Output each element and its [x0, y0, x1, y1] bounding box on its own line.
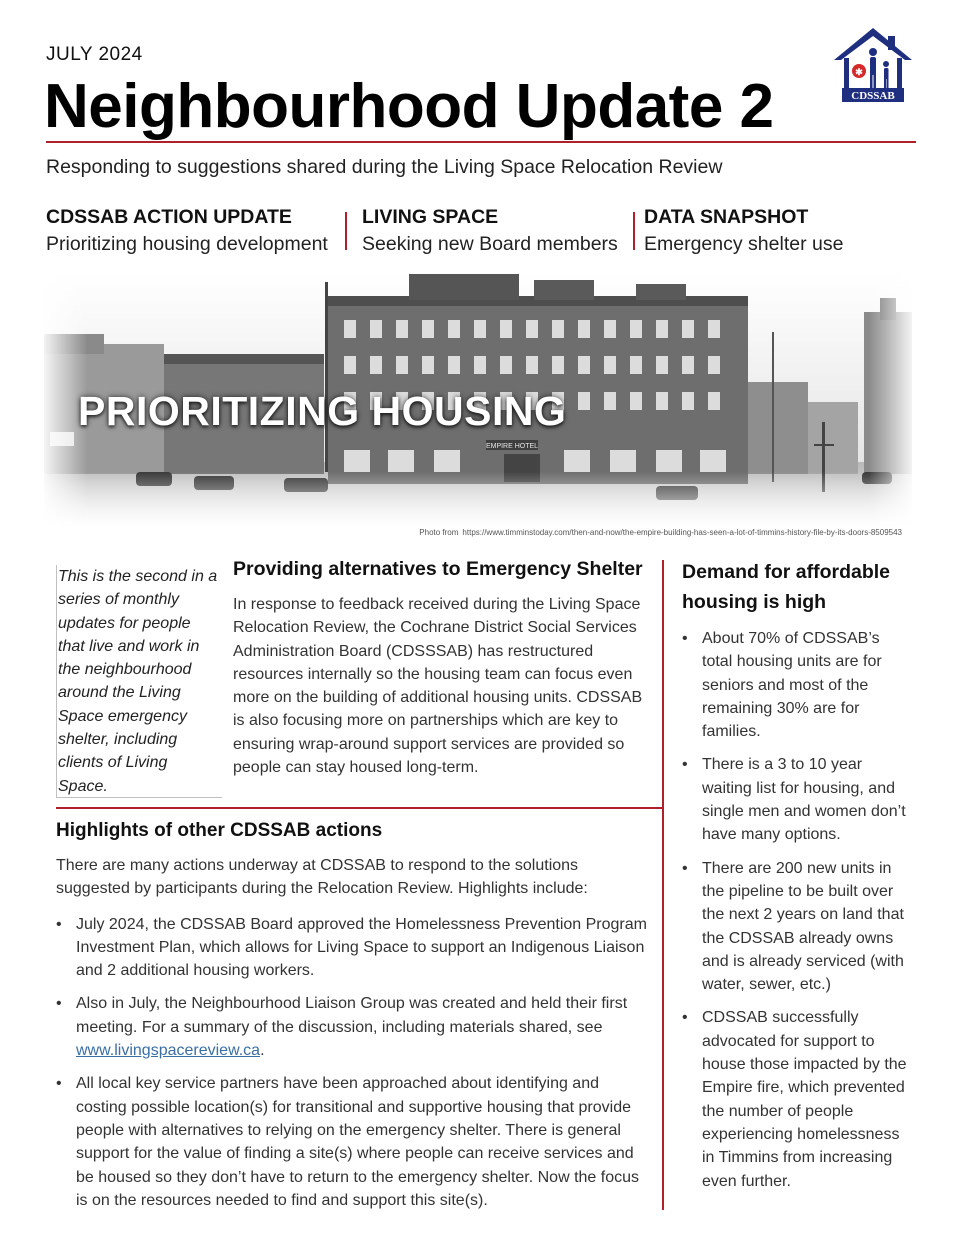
teaser-kicker: CDSSAB ACTION UPDATE [46, 206, 292, 228]
list-item: • There is a 3 to 10 year waiting list for housing, and single men and women don’t have many options. [682, 753, 914, 846]
photo-credit-url[interactable]: https://www.timminstoday.com/then-and-now/the-empire-building-has-seen-a-lot-of-timmins-history-file-by-its-doors-8509543 [462, 528, 902, 537]
column-divider [662, 560, 664, 1210]
main-article-heading: Providing alternatives to Emergency Shelter [233, 558, 643, 580]
teaser-divider [345, 212, 347, 250]
main-article [233, 558, 658, 779]
list-item: • There are 200 new units in the pipeline to be built over the next 2 years on land that the CDSSAB already owns and is already serviced (with water, sewer, etc.) [682, 857, 914, 997]
list-item-text: July 2024, the CDSSAB Board approved the Homelessness Prevention Program Investment Plan, which allows for Living Space to support an Indigenous Liaison and 2 additional housing workers. [76, 915, 647, 980]
intro-border [56, 565, 57, 797]
link-suffix: . [260, 1042, 265, 1060]
photo-credit-prefix: Photo from [419, 528, 459, 537]
title-underline [46, 141, 916, 143]
teaser-text: Seeking new Board members [362, 233, 618, 255]
teaser-kicker: DATA SNAPSHOT [644, 206, 809, 228]
logo-wordmark: CDSSAB [851, 90, 895, 102]
teaser-divider [633, 212, 635, 250]
highlights-heading: Highlights of other CDSSAB actions [56, 820, 383, 841]
teaser-text: Prioritizing housing development [46, 233, 328, 255]
list-item-text: Also in July, the Neighbourhood Liaison Group was created and held their first meeting. For a summary of the discussion, including materials shared, see [76, 995, 628, 1036]
section-divider [56, 807, 663, 809]
sidebar-heading: Demand for affordable housing is high [682, 561, 891, 613]
cdssab-logo [832, 24, 914, 104]
teaser-action-update[interactable] [46, 206, 328, 256]
highlights-section [56, 820, 652, 1222]
list-item: • CDSSAB successfully advocated for support to house those impacted by the Empire fire, which prevented the number of people experiencing homelessness in Timmins from increasing even further. [682, 1006, 914, 1192]
sidebar-list [682, 627, 914, 1193]
page-title: Neighbourhood Update 2 [44, 72, 774, 141]
highlights-list [56, 913, 652, 1213]
page-subtitle: Responding to suggestions shared during the Living Space Relocation Review [46, 156, 723, 178]
list-item-text: All local key service partners have been approached about identifying and costing possible location(s) for transitional and supportive housing that provide people with alternatives to relying on the emergency shelter. There is general support for the value of finding a site(s) where people can receive services and be housed so they don’t have to return to the emergency shelter. Now the focus is on the resources needed to find and support this site(s). [76, 1075, 640, 1209]
list-item: • About 70% of CDSSAB’s total housing units are for seniors and most of the remaining 30% are for families. [682, 627, 914, 743]
photo-credit [419, 528, 902, 537]
sidebar-demand [682, 557, 914, 1203]
teaser-living-space[interactable] [362, 206, 618, 256]
list-item [56, 1072, 652, 1212]
list-item [56, 913, 652, 983]
highlights-intro: There are many actions underway at CDSSAB to respond to the solutions suggested by participants during the Relocation Review. Highlights include: [56, 857, 588, 898]
teaser-data-snapshot[interactable] [644, 206, 843, 256]
teaser-text: Emergency shelter use [644, 233, 844, 255]
issue-date: JULY 2024 [46, 44, 143, 65]
svg-text:✱: ✱ [855, 67, 863, 77]
teaser-kicker: LIVING SPACE [362, 206, 499, 228]
hero-photo [44, 272, 912, 528]
list-item [56, 992, 652, 1062]
intro-blurb: This is the second in a series of monthly updates for people that live and work in the neighbourhood around the Living Space emergency shelter, including clients of Living Space. [58, 568, 218, 795]
hero-title: PRIORITIZING HOUSING [78, 388, 567, 434]
living-space-review-link[interactable]: www.livingspacereview.ca [76, 1042, 261, 1060]
main-article-body: In response to feedback received during the Living Space Relocation Review, the Cochrane District Social Services Administration Board (CDSSSAB) has restructured resources internally so the housing team can focus even more on the building of additional housing units. CDSSAB is also focusing more on partnerships which are key to ensuring wrap-around support services are provided so people can stay housed long-term. [233, 596, 643, 777]
